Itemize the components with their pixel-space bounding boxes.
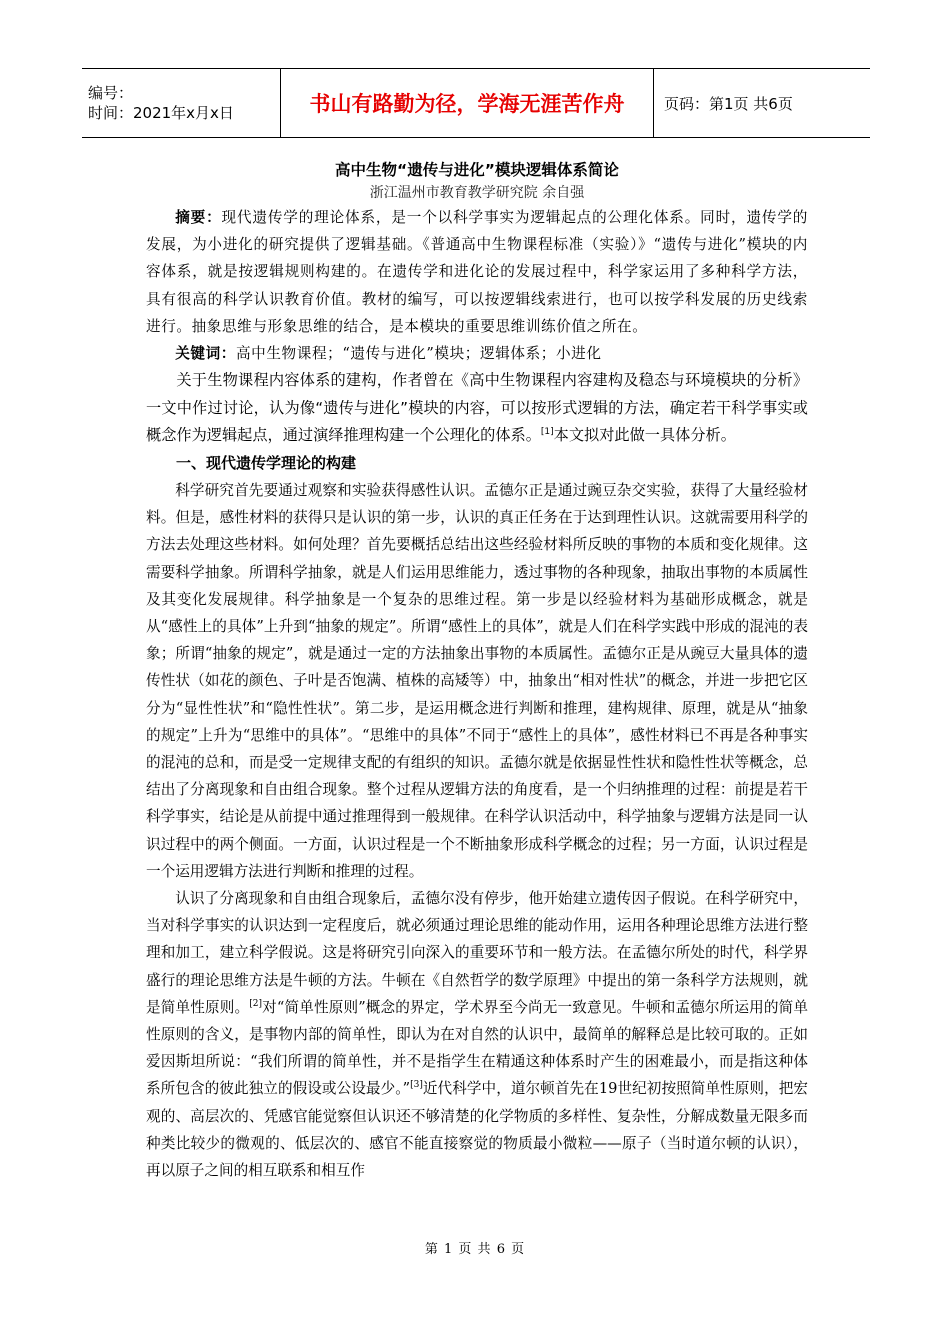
abstract-paragraph — [146, 204, 808, 340]
citation-ref: [1] — [540, 427, 554, 438]
keywords-text: 高中生物课程；“遗传与进化”模块；逻辑体系；小进化 — [235, 345, 602, 363]
article-body — [146, 158, 808, 1184]
page-footer — [0, 1238, 950, 1257]
page-info-text: 页码：第1页 共6页 — [664, 94, 793, 113]
section-heading: 一、现代遗传学理论的构建 — [176, 454, 357, 472]
abstract-text: 现代遗传学的理论体系，是一个以科学事实为逻辑起点的公理化体系。同时，遗传学的发展，为小进化的研究提供了逻辑基础。《普通高中生物课程标准（实验）》“遗传与进化”模块的内容体系，就是按逻辑规则构建的。在遗传学和进化论的发展过程中，科学家运用了多种科学方法，具有很高的科学认识教育价值。教材的编写，可以按逻辑线索进行，也可以按学科发展的历史线索进行。抽象思维与形象思维的结合，是本模块的重要思维训练价值之所在。 — [146, 209, 808, 335]
article-author: 浙江温州市教育教学研究院 余自强 — [369, 185, 585, 201]
keywords-label: 关键词： — [175, 345, 236, 363]
intro-paragraph — [146, 367, 808, 450]
footer-page-label: 第 1 页 共 6 页 — [424, 1242, 526, 1257]
citation-ref: [3] — [410, 1080, 423, 1091]
article-title: 高中生物“遗传与进化”模块逻辑体系简论 — [335, 161, 619, 179]
abstract-label: 摘要： — [175, 209, 222, 226]
intro-text: 关于生物课程内容体系的建构，作者曾在《高中生物课程内容建构及稳态与环境模块的分析》一文中作过讨论，认为像“遗传与进化”模块的内容，可以按形式逻辑的方法，确定若干科学事实或概念作为逻辑起点，通过演绎推理构建一个公理化的体系。 — [146, 371, 808, 445]
body-paragraph-2 — [146, 885, 808, 1184]
keywords-paragraph — [146, 340, 808, 367]
time-label: 时间：2021年x月x日 — [88, 104, 234, 122]
para2-part-a: 认识了分离现象和自由组合现象后，孟德尔没有停步，他开始建立遗传因子假说。在科学研究中，当对科学事实的认识达到一定程度后，就必须通过理论思维的能动作用，运用各种理论思维方法进行整理和加工，建立科学假说。这是将研究引向深入的重要环节和一般方法。在孟德尔所处的时代，科学界盛行的理论思维方法是牛顿的方法。牛顿在《自然哲学的数学原理》中提出的第一条科学方法规则，就是简单性原则。 — [146, 890, 808, 1016]
header-table — [82, 68, 870, 138]
header-motto — [280, 69, 654, 137]
citation-ref: [2] — [249, 999, 262, 1009]
para2-part-b: 对“简单性原则”概念的界定，学术界至今尚无一致意见。牛顿和孟德尔所运用的简单性原则的含义，是事物内部的简单性，即认为在对自然的认识中，最简单的解释总是比较可取的。正如爱因斯坦所说：“我们所谓的简单性，并不是指学生在精通这种体系时产生的困难最小，而是指这种体系所包含的彼此独立的假设或公设最少。” — [146, 998, 808, 1098]
motto-text: 书山有路勤为径，学海无涯苦作舟 — [309, 92, 625, 116]
header-page-info — [654, 69, 870, 137]
number-label: 编号： — [88, 84, 134, 102]
para2-part-c: 近代科学中，道尔顿首先在19世纪初按照简单性原则，把宏观的、高层次的、凭感官能觉察但认识还不够清楚的化学物质的多样性、复杂性，分解成数量无限多而种类比较少的微观的、低层次的、感官不能直接察觉的物质最小微粒——原子（当时道尔顿的认识），再以原子之间的相互联系和相互作 — [146, 1080, 808, 1180]
body-paragraph-1: 科学研究首先要通过观察和实验获得感性认识。孟德尔正是通过豌豆杂交实验，获得了大量经验材料。但是，感性材料的获得只是认识的第一步，认识的真正任务在于达到理性认识。这就需要用科学的方法去处理这些材料。如何处理？首先要概括总结出这些经验材料所反映的事物的本质和变化规律。这需要科学抽象。所谓科学抽象，就是人们运用思维能力，透过事物的各种现象，抽取出事物的本质属性及其变化发展规律。科学抽象是一个复杂的思维过程。第一步是以经验材料为基础形成概念，就是从“感性上的具体”上升到“抽象的规定”。所谓“感性上的具体”，就是人们在科学实践中形成的混沌的表象；所谓“抽象的规定”，就是通过一定的方法抽象出事物的本质属性。孟德尔正是从豌豆大量具体的遗传性状（如花的颜色、子叶是否饱满、植株的高矮等）中，抽象出“相对性状”的概念，并进一步把它区分为“显性性状”和“隐性性状”。第二步，是运用概念进行判断和推理，建构规律、原理，就是从“抽象的规定”上升为“思维中的具体”。“思维中的具体”不同于“感性上的具体”，感性材料已不再是各种事实的混沌的总和，而是受一定规律支配的有组织的知识。孟德尔就是依据显性性状和隐性性状等概念，总结出了分离现象和自由组合现象。整个过程从逻辑方法的角度看，是一个归纳推理的过程：前提是若干科学事实，结论是从前提中通过推理得到一般规律。在科学认识活动中，科学抽象与逻辑方法是同一认识过程中的两个侧面。一方面，认识过程是一个不断抽象形成科学概念的过程；另一方面，认识过程是一个运用逻辑方法进行判断和推理的过程。 — [146, 482, 808, 880]
header-meta — [82, 69, 280, 137]
intro-tail: 本文拟对此做一具体分析。 — [553, 426, 736, 445]
